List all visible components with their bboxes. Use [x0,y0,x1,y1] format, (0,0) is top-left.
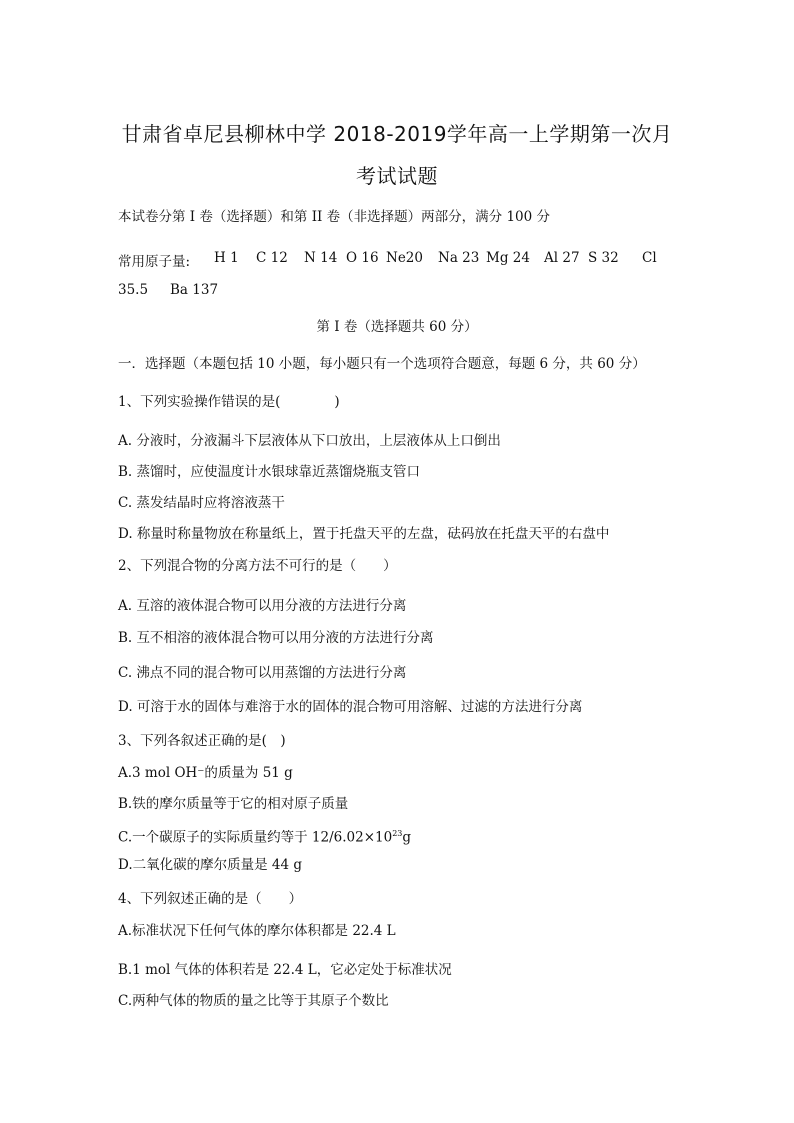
question-2-option-b: B. 互不相溶的液体混合物可以用分液的方法进行分离 [118,630,434,646]
question-2-option-a: A. 互溶的液体混合物可以用分液的方法进行分离 [118,598,407,614]
question-3-stem: 3、下列各叙述正确的是( ) [118,733,286,749]
question-3-option-c [118,825,411,847]
question-1-option-a: A. 分液时，分液漏斗下层液体从下口放出，上层液体从上口倒出 [118,433,501,449]
question-1-stem: 1、下列实验操作错误的是( ) [118,394,340,410]
atomic-mass-label: 常用原子量: [118,254,191,270]
question-4-option-a: A.标准状况下任何气体的摩尔体积都是 22.4 L [118,923,396,939]
atomic-mass-row [0,250,794,270]
atomic-mass-item: H 1 [214,250,239,266]
question-2-option-c: C. 沸点不同的混合物可以用蒸馏的方法进行分离 [118,665,407,681]
atomic-mass-item: S 32 [588,250,619,266]
atomic-mass-item: N 14 [304,250,338,266]
question-2-stem: 2、下列混合物的分离方法不可行的是（ ） [118,558,397,574]
atomic-mass-item: Al 27 [544,250,580,266]
section-instruction: 一．选择题（本题包括 10 小题，每小题只有一个选项符合题意，每题 6 分，共 60 分） [118,356,646,372]
exponent: 23 [392,829,403,838]
atomic-mass-item: Ne20 [386,250,423,266]
atomic-mass-item: C 12 [256,250,288,266]
question-2-option-d: D. 可溶于水的固体与难溶于水的固体的混合物可用溶解、过滤的方法进行分离 [118,699,583,715]
atomic-mass-item: Cl [642,250,657,266]
exam-intro: 本试卷分第 I 卷（选择题）和第 II 卷（非选择题）两部分，满分 100 分 [118,209,551,225]
atomic-mass-item: Na 23 [438,250,480,266]
atomic-mass-item: O 16 [346,250,379,266]
question-3-option-b: B.铁的摩尔质量等于它的相对原子质量 [118,796,349,812]
section-header: 第 I 卷（选择题共 60 分） [316,319,478,335]
exam-title-line1: 甘肃省卓尼县柳林中学 2018-2019学年高一上学期第一次月 [121,122,673,146]
unit: g [402,829,412,846]
question-1-option-b: B. 蒸馏时，应使温度计水银球靠近蒸馏烧瓶支管口 [118,464,421,480]
question-3-option-c-text: C.一个碳原子的实际质量约等于 12/6.02×10 [118,829,393,846]
question-4-option-c: C.两种气体的物质的量之比等于其原子个数比 [118,993,389,1009]
question-1-option-d: D. 称量时称量物放在称量纸上，置于托盘天平的左盘，砝码放在托盘天平的右盘中 [118,526,610,542]
atomic-mass-row-2 [0,282,794,302]
atomic-mass-item: 35.5 [118,282,149,298]
question-3-option-d: D.二氧化碳的摩尔质量是 44 g [118,857,303,873]
exam-title-line2: 考试试题 [356,164,438,188]
atomic-mass-item: Mg 24 [486,250,530,266]
question-1-option-c: C. 蒸发结晶时应将溶液蒸干 [118,495,285,511]
question-4-option-b: B.1 mol 气体的体积若是 22.4 L，它必定处于标准状况 [118,962,452,978]
atomic-mass-item: Ba 137 [170,282,219,298]
question-4-stem: 4、下列叙述正确的是（ ） [118,891,303,907]
question-3-option-a: A.3 mol OH⁻的质量为 51 g [118,765,293,781]
